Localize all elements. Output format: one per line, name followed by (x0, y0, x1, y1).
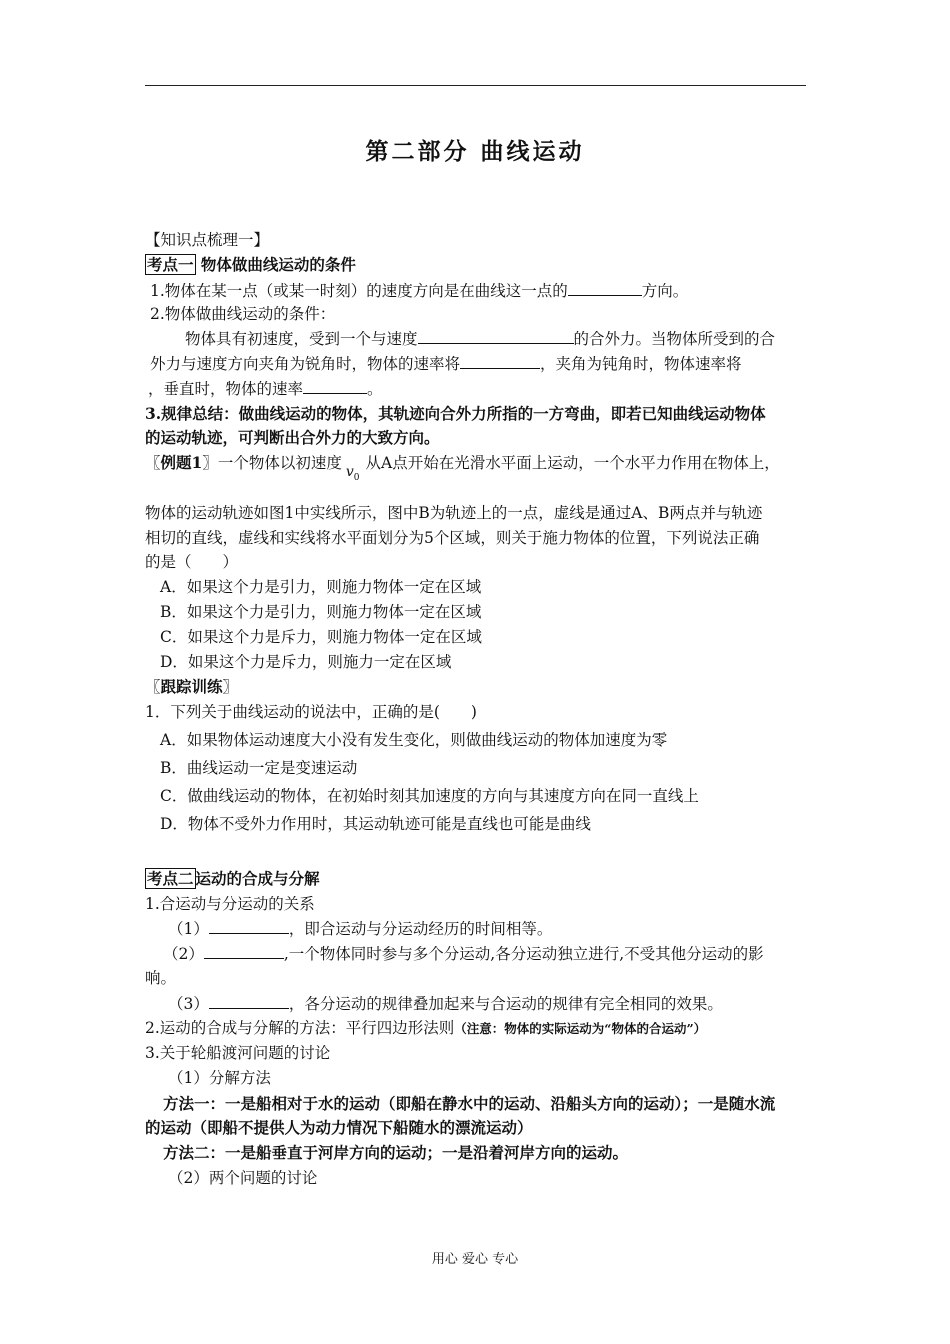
example1-label: 例题1 (160, 453, 203, 472)
example1-option: C．如果这个力是斥力，则施力物体一定在区域 (160, 628, 482, 646)
topic1-box: 考点一 (147, 255, 194, 274)
section2-note: （注意：物体的实际运动为“物体的合运动”） (454, 1021, 707, 1036)
blank-field (303, 378, 367, 394)
practice-heading: 〖跟踪训练〗 (145, 677, 239, 696)
section2-item2: 2.运动的合成与分解的方法：平行四边形法则（注意：物体的实际运动为“物体的合运动”） (145, 1019, 707, 1037)
section1-para-line3: ，垂直时，物体的速率 。 (148, 380, 383, 398)
example1-line3: 相切的直线，虚线和实线将水平面划分为5个区域，则关于施力物体的位置，下列说法正确 (145, 529, 760, 547)
topic1-heading: 考点一 物体做曲线运动的条件 (147, 255, 356, 274)
section2-sub1: （1） ，即合运动与分运动经历的时间相等。 (168, 920, 553, 938)
example1-option: B．如果这个力是引力，则施力物体一定在区域 (160, 603, 482, 621)
page-footer: 用心 爱心 专心 (431, 1252, 519, 1267)
section1-item2: 2.物体做曲线运动的条件： (150, 305, 336, 323)
example1-line1: 〖例题1〗一个物体以初速度 $v_0$从A点开始在光滑水平面上运动，一个水平力作用在物体上， (145, 453, 780, 480)
section1-item3-line2: 的运动轨迹，可判断出合外力的大致方向。 (145, 428, 440, 447)
practice-option: B．曲线运动一定是变速运动 (160, 759, 358, 777)
blank-field (204, 943, 284, 959)
section2-discussion-heading: （2）两个问题的讨论 (168, 1169, 318, 1187)
example1-option: A．如果这个力是引力，则施力物体一定在区域 (160, 578, 482, 596)
section-header: 【知识点梳理一】 (145, 231, 270, 249)
method2-line: 方法二：一是船垂直于河岸方向的运动；一是沿着河岸方向的运动。 (163, 1143, 629, 1162)
method1-line1: 方法一：一是船相对于水的运动（即船在静水中的运动、沿船头方向的运动）；一是随水流 (163, 1094, 776, 1113)
practice-option: D．物体不受外力作用时，其运动轨迹可能是直线也可能是曲线 (160, 815, 591, 833)
practice-option: C．做曲线运动的物体，在初始时刻其加速度的方向与其速度方向在同一直线上 (160, 787, 699, 805)
example1-line4: 的是（ ） (145, 553, 239, 571)
v0-symbol: $v_0$ (345, 464, 360, 483)
section2-item3: 3.关于轮船渡河问题的讨论 (145, 1044, 331, 1062)
topic2-box: 考点二 (147, 869, 194, 888)
section2-sub2: （2） ,一个物体同时参与多个分运动,各分运动独立进行,不受其他分运动的影 (163, 945, 764, 963)
section2-sub3: （3） ，各分运动的规律叠加起来与合运动的规律有完全相同的效果。 (168, 995, 723, 1013)
section2-method-heading: （1）分解方法 (168, 1069, 271, 1087)
practice-option: A．如果物体运动速度大小没有发生变化，则做曲线运动的物体加速度为零 (160, 731, 668, 749)
blank-field (460, 353, 540, 369)
blank-field (568, 280, 642, 296)
section1-item1: 1.物体在某一点（或某一时刻）的速度方向是在曲线这一点的 方向。 (150, 282, 689, 300)
section2-sub2-cont: 响。 (145, 969, 177, 987)
blank-field (418, 328, 574, 344)
blank-field (209, 918, 289, 934)
blank-field (209, 993, 289, 1009)
section2-item1: 1.合运动与分运动的关系 (145, 895, 315, 913)
section1-para-line1: 物体具有初速度，受到一个与速度 的合外力。当物体所受到的合 (185, 330, 776, 348)
section1-item3-line1: 3.规律总结：做曲线运动的物体，其轨迹向合外力所指的一方弯曲，即若已知曲线运动物体 (145, 404, 766, 423)
topic2-heading: 考点二 运动的合成与分解 (147, 869, 320, 888)
practice-question: 1．下列关于曲线运动的说法中，正确的是( ) (145, 703, 477, 721)
section1-para-line2: 外力与速度方向夹角为锐角时，物体的速率将 ，夹角为钝角时，物体速率将 (150, 355, 742, 373)
header-rule (145, 85, 806, 86)
example1-line2: 物体的运动轨迹如图1中实线所示，图中B为轨迹上的一点，虚线是通过A、B两点并与轨迹 (145, 504, 763, 522)
page-title: 第二部分 曲线运动 (365, 138, 585, 165)
example1-option: D．如果这个力是斥力，则施力一定在区域 (160, 653, 452, 671)
method1-line2: 的运动（即船不提供人为动力情况下船随水的漂流运动） (145, 1118, 533, 1137)
